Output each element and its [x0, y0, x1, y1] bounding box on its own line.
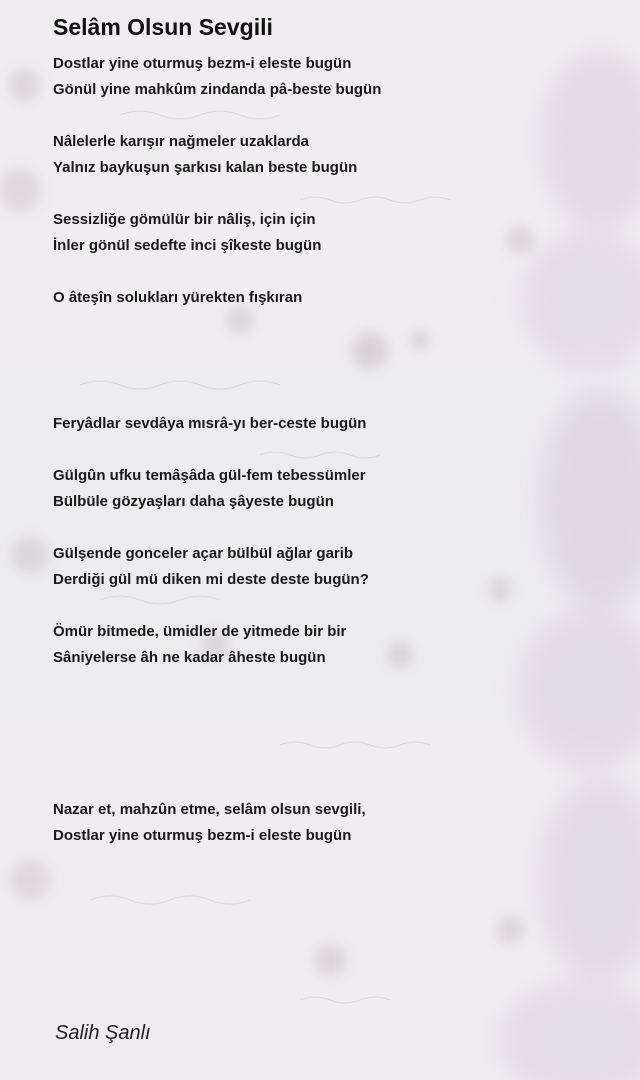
poem-line: Gülşende gonceler açar bülbül ağlar garib — [53, 545, 354, 562]
poem-line: Bülbüle gözyaşları daha şâyeste bugün — [53, 493, 334, 510]
poem-line: İnler gönül sedefte inci şîkeste bugün — [53, 237, 322, 254]
poem-line: Gönül yine mahkûm zindanda pâ-beste bugün — [53, 81, 382, 98]
poem-line: Gülgûn ufku temâşâda gül-fem tebessümler — [53, 467, 366, 484]
poem-line: Derdiği gül mü diken mi deste deste bugün? — [53, 571, 369, 588]
poem-line: Dostlar yine oturmuş bezm-i eleste bugün — [53, 827, 352, 844]
poem-line: Nazar et, mahzûn etme, selâm olsun sevgili, — [53, 801, 366, 818]
poem-line: Nâlelerle karışır nağmeler uzaklarda — [53, 133, 309, 150]
poem-line: Feryâdlar sevdâya mısrâ-yı ber-ceste bugün — [53, 415, 367, 432]
poem-line: Dostlar yine oturmuş bezm-i eleste bugün — [53, 55, 352, 72]
poem-author: Salih Şanlı — [55, 1022, 151, 1044]
poem-line: Sessizliğe gömülür bir nâliş, için için — [53, 211, 316, 228]
poem-title: Selâm Olsun Sevgili — [53, 14, 273, 40]
poem-line: Ömür bitmede, ümidler de yitmede bir bir — [53, 623, 347, 640]
poem-line: O âteşîn solukları yürekten fışkıran — [53, 289, 303, 306]
poem-line: Yalnız baykuşun şarkısı kalan beste bugün — [53, 159, 358, 176]
poem-line: Sâniyelerse âh ne kadar âheste bugün — [53, 649, 326, 666]
